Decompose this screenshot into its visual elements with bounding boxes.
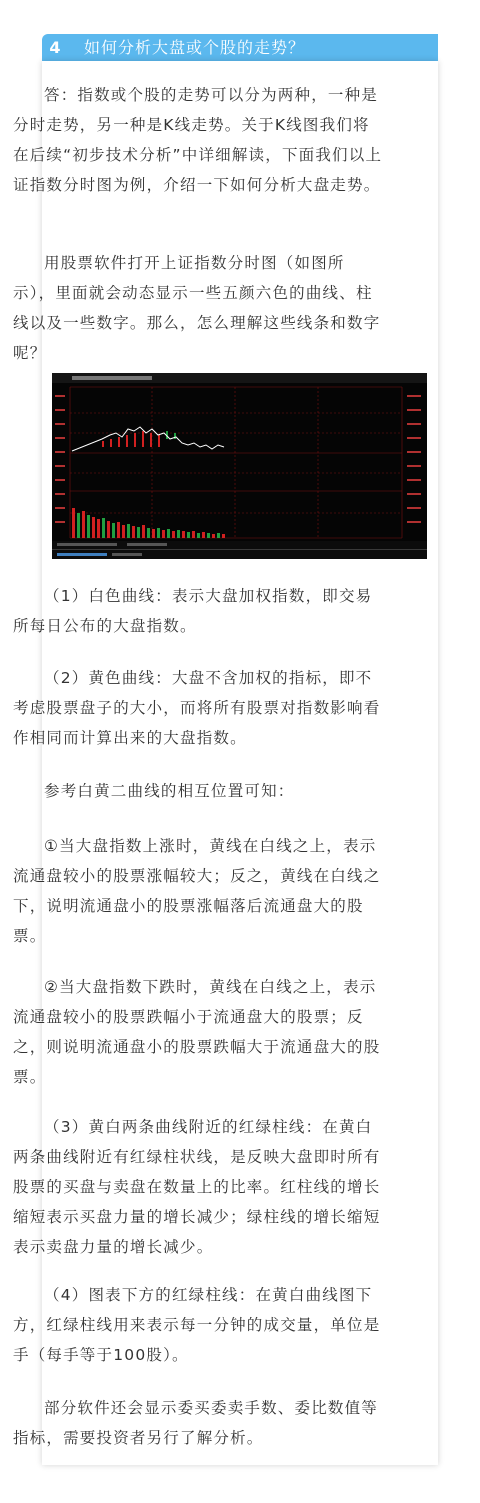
paragraph-volume-bars: （4）图表下方的红绿柱线：在黄白曲线图下方，红绿柱线用来表示每一分钟的成交量，单位是手（每手等于100股）。	[13, 1286, 381, 1364]
intraday-chart-image	[52, 373, 427, 559]
paragraph-other-software: 部分软件还会显示委买委卖手数、委比数值等指标，需要投资者另行了解分析。	[13, 1399, 379, 1447]
paragraph-falling: ②当大盘指数下跌时，黄线在白线之上，表示流通盘较小的股票跌幅小于流通盘大的股票；反之，则说明流通盘小的股票跌幅大于流通盘大的股票。	[13, 978, 381, 1086]
chart-screenshot-graphic	[52, 373, 427, 559]
paragraph-intro: 答：指数或个股的走势可以分为两种，一种是分时走势，另一种是K线走势。关于K线图我们将在后续“初步技术分析”中详细解读，下面我们以上证指数分时图为例，介绍一下如何分析大盘走势。	[13, 86, 383, 194]
section-title: 如何分析大盘或个股的走势？	[84, 38, 306, 57]
paragraph-reference: 参考白黄二曲线的相互位置可知：	[44, 782, 295, 800]
paragraph-yellow-line: （2）黄色曲线：大盘不含加权的指标，即不考虑股票盘子的大小，而将所有股票对指数影响看作相同而计算出来的大盘指数。	[13, 669, 381, 747]
section-header	[42, 34, 438, 61]
paragraph-software: 用股票软件打开上证指数分时图（如图所示），里面就会动态显示一些五颜六色的曲线、柱线以及一些数字。那么，怎么理解这些线条和数字呢？	[13, 254, 381, 362]
paragraph-ratio-bars: （3）黄白两条曲线附近的红绿柱线：在黄白两条曲线附近有红绿柱状线，是反映大盘即时所有股票的买盘与卖盘在数量上的比率。红柱线的增长缩短表示买盘力量的增长减少；绿柱线的增长缩短表示卖盘力量的增长减少。	[13, 1118, 381, 1256]
paragraph-rising: ①当大盘指数上涨时，黄线在白线之上，表示流通盘较小的股票涨幅较大；反之，黄线在白线之下，说明流通盘小的股票涨幅落后流通盘大的股票。	[13, 837, 381, 945]
section-number: 4	[49, 38, 61, 57]
paragraph-white-line: （1）白色曲线：表示大盘加权指数，即交易所每日公布的大盘指数。	[13, 587, 373, 635]
